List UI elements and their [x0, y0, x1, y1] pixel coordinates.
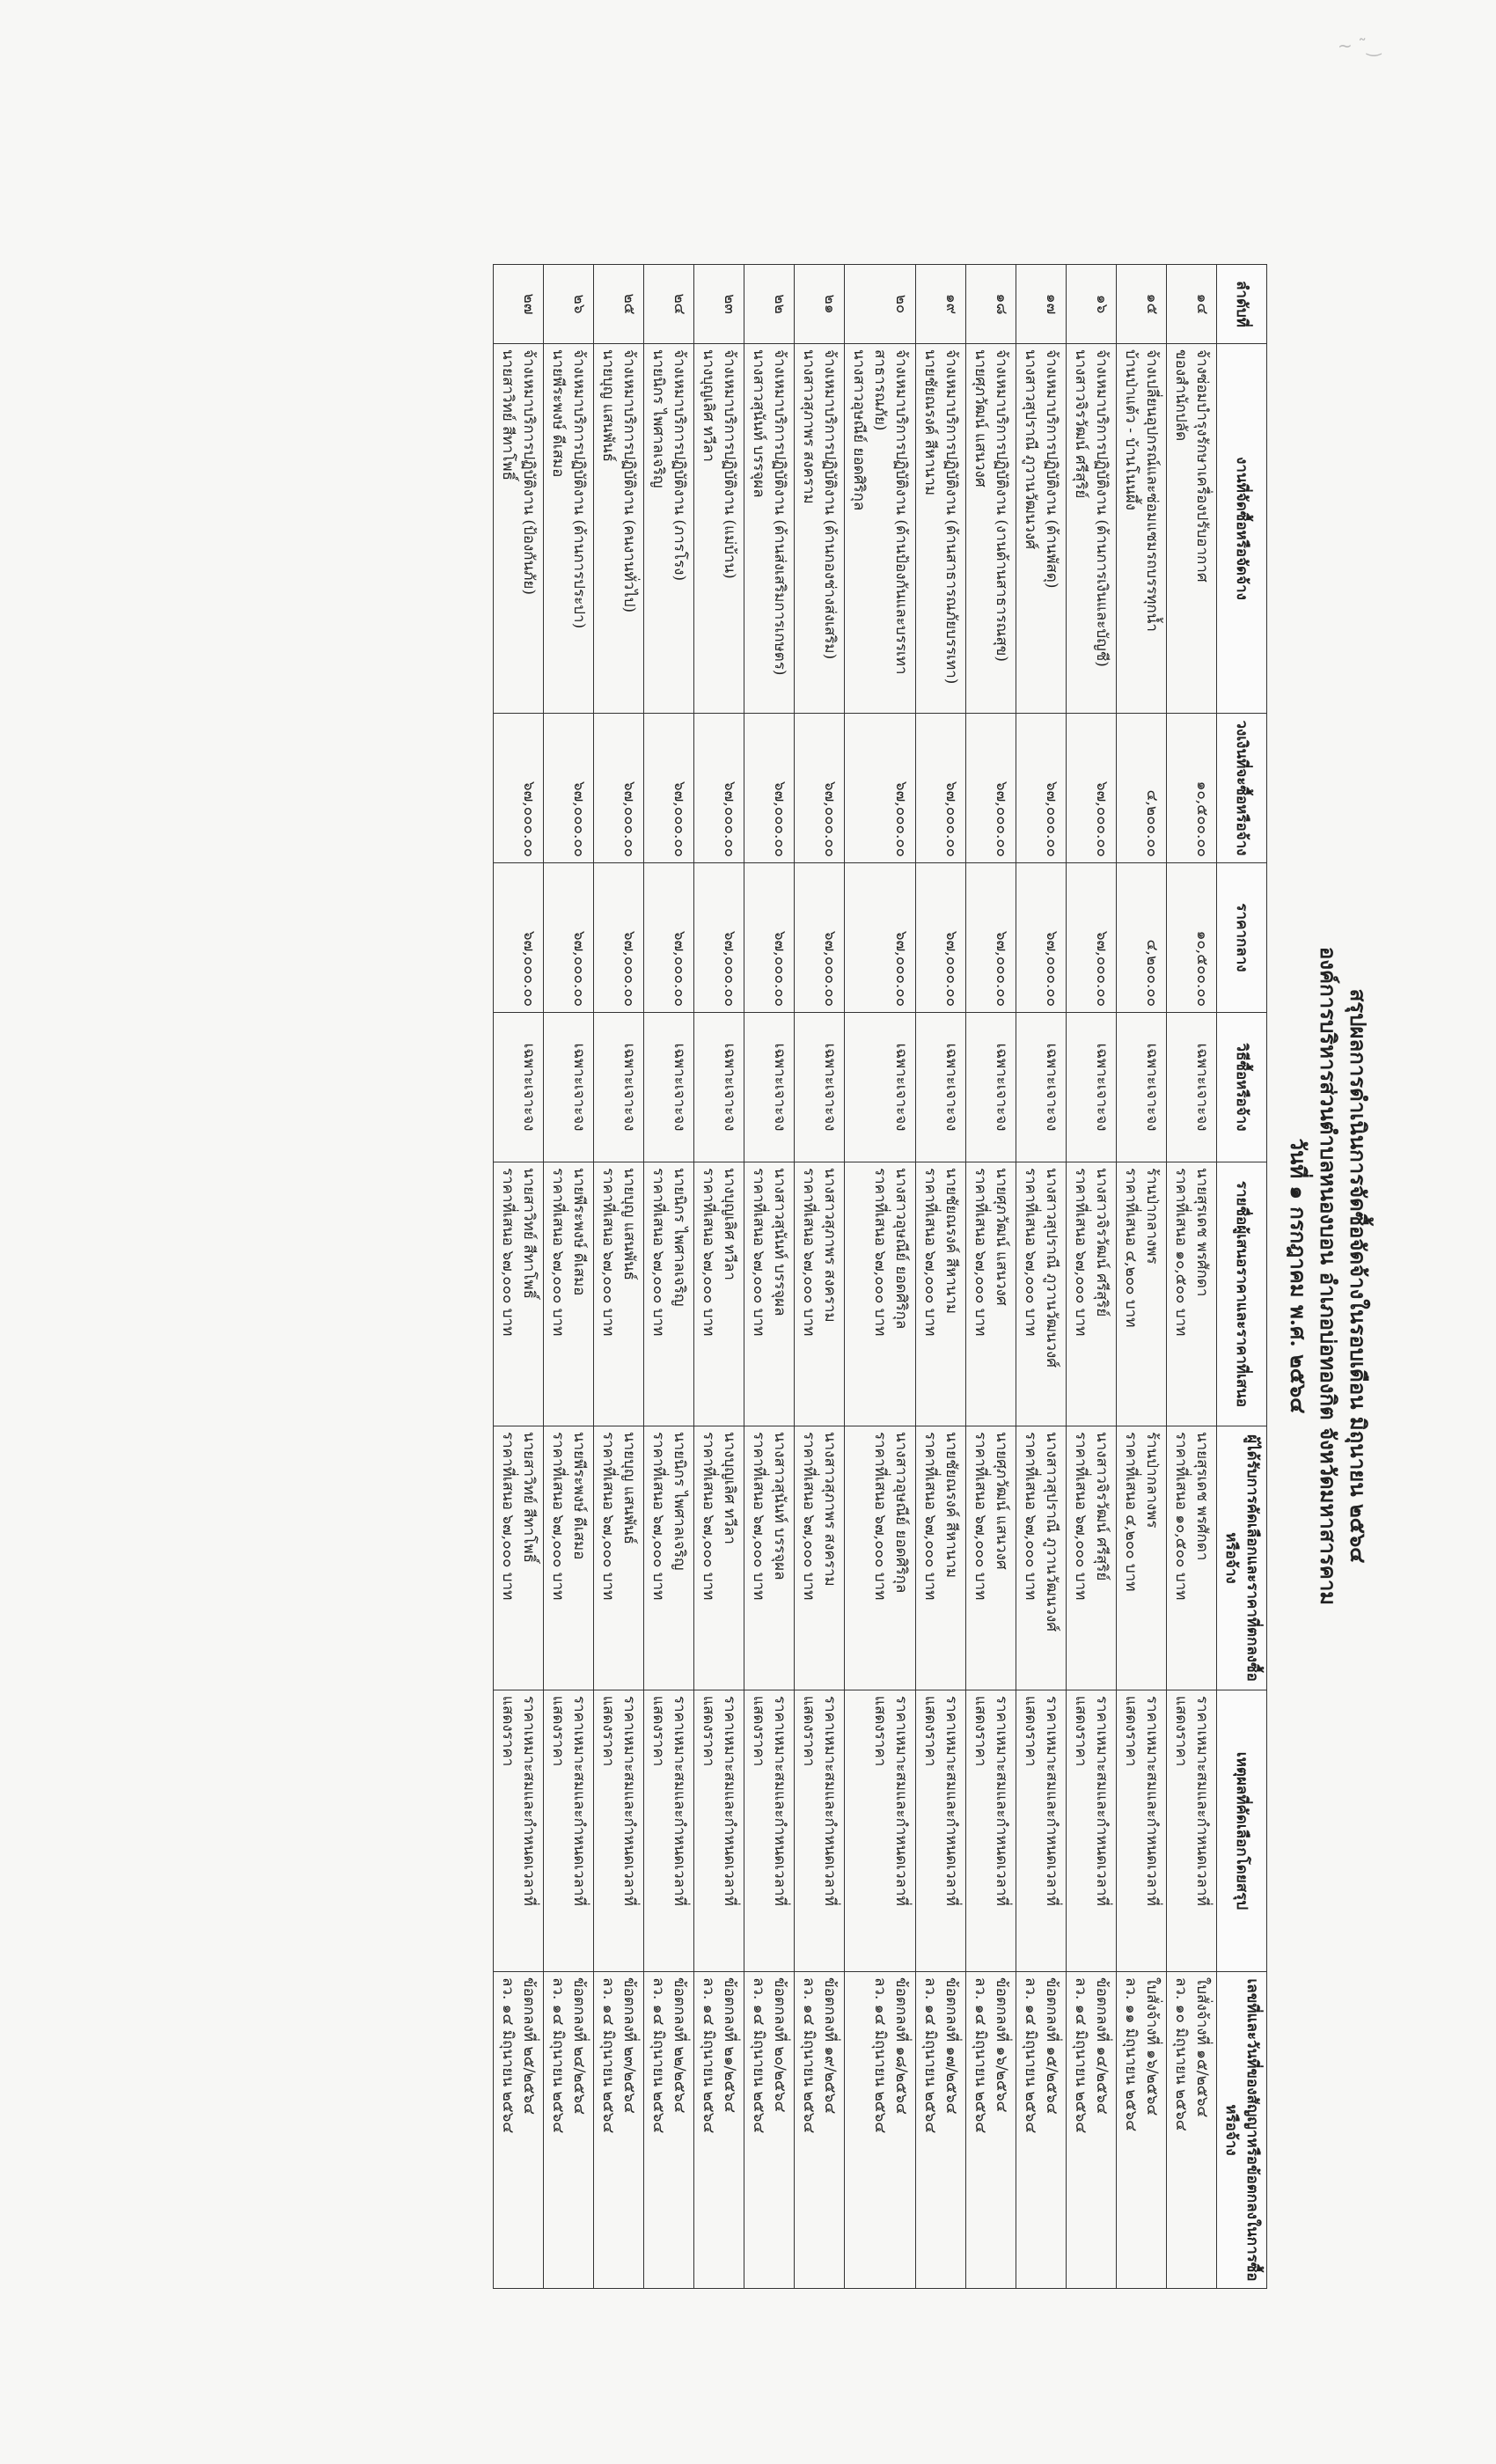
cell-no: ๑๗ [1016, 265, 1067, 344]
cell-median: ๖๗,๐๐๐.๐๐ [694, 863, 744, 1013]
cell-bidders-line: ราคาที่เสนอ ๖๗,๐๐๐ บาท [1022, 1168, 1039, 1337]
cell-item-line: นายศุภวัฒน์ แสนวงศ [972, 349, 989, 488]
cell-budget: ๑๐,๕๐๐.๐๐ [1167, 714, 1217, 863]
cell-median: ๖๗,๐๐๐.๐๐ [1067, 863, 1117, 1013]
cell-reason-line: แสดงราคา [599, 1696, 617, 1767]
cell-item-line: จ้างซ่อมบำรุงรักษาเครื่องปรับอากาศ [1193, 349, 1211, 583]
cell-bidders-line: ราคาที่เสนอ ๖๗,๐๐๐ บาท [1072, 1168, 1089, 1337]
cell-budget: ๔,๒๐๐.๐๐ [1117, 714, 1167, 863]
cell-contract [845, 1972, 916, 2289]
cell-winner [544, 1426, 594, 1690]
cell-item-line: จ้างเปลี่ยนอุปกรณ์และซ่อมแซมรถบรรทุกน้ำ [1143, 349, 1161, 632]
col-header-item: งานที่จัดซื้อหรือจัดจ้าง [1217, 344, 1267, 714]
cell-winner-line: ราคาที่เสนอ ๖๗,๐๐๐ บาท [972, 1432, 989, 1601]
cell-contract-line: ลว. ๑๔ มิถุนายน ๒๕๖๔ [972, 1977, 989, 2134]
cell-winner-line: ราคาที่เสนอ ๖๗,๐๐๐ บาท [549, 1432, 567, 1601]
cell-item-line: ของสำนักปลัด [1172, 349, 1190, 442]
heading-line-3: วันที่ ๑ กรกฎาคม พ.ศ. ๒๕๖๔ [1286, 1138, 1311, 1414]
cell-no: ๑๖ [1067, 265, 1117, 344]
cell-item-line: นางสาวสุนันท์ บรรจุผล [750, 349, 767, 498]
cell-reason [1067, 1690, 1117, 1972]
cell-bidders [966, 1162, 1016, 1426]
cell-bidders [644, 1162, 694, 1426]
cell-winner-line: นางสาวอุษณีย์ ยอดศิริกุล [892, 1432, 910, 1594]
cell-bidders-line: นายพีระพงษ์ ดีเสมอ [570, 1168, 588, 1296]
cell-reason-line: ราคาเหมาะสมและกำหนดเวลาที่ [821, 1696, 839, 1906]
cell-contract-line: ลว. ๑๔ มิถุนายน ๒๕๖๔ [549, 1977, 567, 2134]
cell-reason [795, 1690, 845, 1972]
col-header-budget: วงเงินที่จะซื้อหรือจ้าง [1217, 714, 1267, 863]
cell-winner [845, 1426, 916, 1690]
cell-bidders [594, 1162, 644, 1426]
cell-reason [744, 1690, 795, 1972]
table-row [845, 265, 916, 2289]
cell-reason-line: ราคาเหมาะสมและกำหนดเวลาที่ [892, 1696, 910, 1906]
cell-no: ๒๔ [644, 265, 694, 344]
cell-method: เฉพาะเจาะจง [1016, 1013, 1067, 1162]
cell-contract-line: ลว. ๑๔ มิถุนายน ๒๕๖๔ [921, 1977, 939, 2134]
cell-no: ๑๙ [916, 265, 966, 344]
col-header-method: วิธีซื้อหรือจ้าง [1217, 1013, 1267, 1162]
cell-bidders [494, 1162, 544, 1426]
cell-reason [916, 1690, 966, 1972]
cell-budget: ๖๗,๐๐๐.๐๐ [1067, 714, 1117, 863]
cell-contract-line: ลว. ๑๔ มิถุนายน ๒๕๖๔ [700, 1977, 717, 2134]
cell-item [1067, 344, 1117, 714]
cell-winner [494, 1426, 544, 1690]
cell-bidders [1067, 1162, 1117, 1426]
cell-bidders-line: ราคาที่เสนอ ๖๗,๐๐๐ บาท [921, 1168, 939, 1337]
cell-bidders [1117, 1162, 1167, 1426]
cell-median: ๖๗,๐๐๐.๐๐ [644, 863, 694, 1013]
cell-contract [1067, 1972, 1117, 2289]
cell-item-line: นายนิกร ไพศาลเจริญ [649, 349, 667, 488]
cell-reason-line: ราคาเหมาะสมและกำหนดเวลาที่ [942, 1696, 960, 1906]
cell-winner-line: นายบุญ แสนพันธ์ [620, 1432, 638, 1544]
cell-item-line: นางสาวจิรวัฒน์ ศรีสุริย์ [1072, 349, 1089, 499]
cell-contract-line: ข้อตกลงที่ ๑๙/๒๕๖๔ [821, 1977, 839, 2115]
cell-bidders-line: ราคาที่เสนอ ๔,๒๐๐ บาท [1122, 1168, 1140, 1328]
cell-bidders-line: นายบุญ แสนพันธ์ [620, 1168, 638, 1280]
cell-contract-line: ข้อตกลงที่ ๒๑/๒๕๖๔ [721, 1977, 738, 2113]
cell-reason-line: แสดงราคา [750, 1696, 767, 1767]
cell-reason [1016, 1690, 1067, 1972]
cell-item [594, 344, 644, 714]
cell-winner-line: ราคาที่เสนอ ๖๗,๐๐๐ บาท [499, 1432, 517, 1601]
cell-contract [1167, 1972, 1217, 2289]
cell-winner-line: นายพีระพงษ์ ดีเสมอ [570, 1432, 588, 1560]
cell-budget: ๖๗,๐๐๐.๐๐ [1016, 714, 1067, 863]
cell-bidders-line: ราคาที่เสนอ ๖๗,๐๐๐ บาท [972, 1168, 989, 1337]
cell-item-line: นางสาวสุปราณี ภูวานวัฒนวงศ์ [1022, 349, 1039, 550]
cell-winner [1167, 1426, 1217, 1690]
cell-no: ๒๗ [494, 265, 544, 344]
cell-contract-line: ข้อตกลงที่ ๑๔/๒๕๖๔ [1093, 1977, 1111, 2115]
cell-bidders-line: ราคาที่เสนอ ๑๐,๕๐๐ บาท [1172, 1168, 1190, 1337]
cell-median: ๖๗,๐๐๐.๐๐ [744, 863, 795, 1013]
cell-item [744, 344, 795, 714]
cell-contract-line: ข้อตกลงที่ ๒๔/๒๕๖๔ [570, 1977, 588, 2116]
cell-contract-line: ลว. ๑๔ มิถุนายน ๒๕๖๔ [599, 1977, 617, 2134]
cell-winner [744, 1426, 795, 1690]
cell-method: เฉพาะเจาะจง [1167, 1013, 1217, 1162]
cell-contract [744, 1972, 795, 2289]
cell-bidders-line: ราคาที่เสนอ ๖๗,๐๐๐ บาท [599, 1168, 617, 1337]
cell-bidders-line: นายสาวิทย์ สีทาโพธิ์ [520, 1168, 538, 1300]
cell-bidders-line: ราคาที่เสนอ ๖๗,๐๐๐ บาท [750, 1168, 767, 1337]
cell-item [795, 344, 845, 714]
cell-item-line: นางบุญเลิศ ทวีลา [700, 349, 717, 462]
cell-bidders-line: นายสุรเดช พรศักดา [1193, 1168, 1211, 1297]
cell-budget: ๖๗,๐๐๐.๐๐ [795, 714, 845, 863]
cell-reason-line: แสดงราคา [1172, 1696, 1190, 1767]
cell-budget: ๖๗,๐๐๐.๐๐ [694, 714, 744, 863]
cell-bidders-line: นางสาวสุภาพร สงคราม [821, 1168, 839, 1323]
cell-median: ๑๐,๕๐๐.๐๐ [1167, 863, 1217, 1013]
table-row [966, 265, 1016, 2289]
cell-bidders [694, 1162, 744, 1426]
cell-item-line: นายสาวิทย์ สีทาโพธิ์ [499, 349, 517, 481]
col-header-winner: ผู้ได้รับการคัดเลือกและราคาที่ตกลงซื้อหรือจ้าง [1217, 1426, 1267, 1690]
cell-budget: ๖๗,๐๐๐.๐๐ [644, 714, 694, 863]
cell-item [1117, 344, 1167, 714]
cell-item-line: จ้างเหมาบริการปฏิบัติงาน (ด้านการประปา) [570, 349, 588, 629]
cell-item [644, 344, 694, 714]
cell-contract-line: ลว. ๑๔ มิถุนายน ๒๕๖๔ [800, 1977, 818, 2134]
cell-winner-line: นางสาวสุภาพร สงคราม [821, 1432, 839, 1587]
cell-bidders-line: ราคาที่เสนอ ๖๗,๐๐๐ บาท [800, 1168, 818, 1337]
cell-reason-line: ราคาเหมาะสมและกำหนดเวลาที่ [771, 1696, 788, 1906]
table-row [1117, 265, 1167, 2289]
cell-median: ๖๗,๐๐๐.๐๐ [594, 863, 644, 1013]
cell-method: เฉพาะเจาะจง [795, 1013, 845, 1162]
cell-item-line: จ้างเหมาบริการปฏิบัติงาน (ด้านส่งเสริมการเกษตร) [771, 349, 788, 676]
cell-reason-line: ราคาเหมาะสมและกำหนดเวลาที่ [1043, 1696, 1060, 1906]
cell-reason [644, 1690, 694, 1972]
rotated-page [387, 264, 1373, 2288]
cell-contract [916, 1972, 966, 2289]
cell-item-line: จ้างเหมาบริการปฏิบัติงาน (ภารโรง) [671, 349, 688, 582]
cell-reason-line: แสดงราคา [1072, 1696, 1089, 1767]
col-header-reason: เหตุผลที่คัดเลือกโดยสรุป [1217, 1690, 1267, 1972]
cell-contract-line: ลว. ๑๐ มิถุนายน ๒๕๖๔ [1172, 1977, 1190, 2131]
cell-contract-line: ลว. ๑๔ มิถุนายน ๒๕๖๔ [1072, 1977, 1089, 2134]
cell-winner-line: ราคาที่เสนอ ๖๗,๐๐๐ บาท [871, 1432, 889, 1601]
cell-reason-line: แสดงราคา [700, 1696, 717, 1767]
cell-budget: ๖๗,๐๐๐.๐๐ [544, 714, 594, 863]
cell-contract-line: ลว. ๑๔ มิถุนายน ๒๕๖๔ [649, 1977, 667, 2134]
col-header-median: ราคากลาง [1217, 863, 1267, 1013]
cell-method: เฉพาะเจาะจง [1117, 1013, 1167, 1162]
cell-bidders-line: ราคาที่เสนอ ๖๗,๐๐๐ บาท [871, 1168, 889, 1337]
cell-reason [494, 1690, 544, 1972]
cell-winner-line: นางสาวจิรวัฒน์ ศรีสุริย์ [1093, 1432, 1111, 1581]
cell-item-line: จ้างเหมาบริการปฏิบัติงาน (ด้านพัสดุ) [1043, 349, 1060, 589]
cell-winner-line: นายนิกร ไพศาลเจริญ [671, 1432, 688, 1571]
cell-item [845, 344, 916, 714]
cell-contract-line: ข้อตกลงที่ ๑๗/๒๕๖๔ [942, 1977, 960, 2115]
cell-item-line: นายพีระพงษ์ ดีเสมอ [549, 349, 567, 478]
cell-no: ๒๓ [694, 265, 744, 344]
cell-winner-line: ราคาที่เสนอ ๖๗,๐๐๐ บาท [700, 1432, 717, 1601]
cell-winner-line: ราคาที่เสนอ ๑๐,๕๐๐ บาท [1172, 1432, 1190, 1601]
cell-winner-line: ราคาที่เสนอ ๖๗,๐๐๐ บาท [750, 1432, 767, 1601]
cell-bidders-line: นายนิกร ไพศาลเจริญ [671, 1168, 688, 1307]
cell-reason-line: แสดงราคา [649, 1696, 667, 1767]
cell-no: ๑๕ [1117, 265, 1167, 344]
cell-reason-line: ราคาเหมาะสมและกำหนดเวลาที่ [570, 1696, 588, 1906]
cell-contract [594, 1972, 644, 2289]
cell-winner-line: ราคาที่เสนอ ๔,๒๐๐ บาท [1122, 1432, 1140, 1592]
cell-bidders-line: นางสาวอุษณีย์ ยอดศิริกุล [892, 1168, 910, 1330]
cell-reason-line: แสดงราคา [549, 1696, 567, 1767]
cell-winner-line: นางสาวสุนันท์ บรรจุผล [771, 1432, 788, 1580]
cell-contract [694, 1972, 744, 2289]
cell-method: เฉพาะเจาะจง [916, 1013, 966, 1162]
cell-reason-line: ราคาเหมาะสมและกำหนดเวลาที่ [1093, 1696, 1111, 1906]
cell-reason-line: ราคาเหมาะสมและกำหนดเวลาที่ [1143, 1696, 1161, 1906]
cell-item-line: นางสาวสุภาพร สงคราม [800, 349, 818, 504]
cell-contract-line: ลว. ๑๔ มิถุนายน ๒๕๖๔ [871, 1977, 889, 2134]
cell-budget: ๖๗,๐๐๐.๐๐ [594, 714, 644, 863]
cell-winner [1016, 1426, 1067, 1690]
cell-item-line: จ้างเหมาบริการปฏิบัติงาน (ด้านสาธารณภัยบรรเทา) [942, 349, 960, 685]
table-row [644, 265, 694, 2289]
cell-winner [916, 1426, 966, 1690]
cell-contract-line: ลว. ๑๑ มิถุนายน ๒๕๖๔ [1122, 1977, 1140, 2132]
cell-method: เฉพาะเจาะจง [744, 1013, 795, 1162]
cell-method: เฉพาะเจาะจง [845, 1013, 916, 1162]
cell-winner-line: นายสุรเดช พรศักดา [1193, 1432, 1211, 1561]
cell-median: ๖๗,๐๐๐.๐๐ [795, 863, 845, 1013]
cell-winner-line: นายสาวิทย์ สีทาโพธิ์ [520, 1432, 538, 1564]
heading-line-1: สรุปผลการดำเนินการจัดซื้อจัดจ้างในรอบเดือน มิถุนายน ๒๕๖๔ [1346, 988, 1371, 1564]
cell-item-line: จ้างเหมาบริการปฏิบัติงาน (ป้องกันภัย) [520, 349, 538, 596]
cell-winner-line: ราคาที่เสนอ ๖๗,๐๐๐ บาท [649, 1432, 667, 1601]
cell-contract [1117, 1972, 1167, 2289]
cell-winner-line: นายชัยณรงค์ สีหานาม [942, 1432, 960, 1579]
cell-item-line: จ้างเหมาบริการปฏิบัติงาน (ด้านกองช่างส่งเสริม) [821, 349, 839, 660]
cell-item-line: นางสาวอุษณีย์ ยอดศิริกุล [850, 349, 868, 511]
col-header-bidders: รายชื่อผู้เสนอราคาและราคาที่เสนอ [1217, 1162, 1267, 1426]
table-header-row [1217, 265, 1267, 2289]
cell-bidders-line: นางสาวสุปราณี ภูวานวัฒนวงศ์ [1043, 1168, 1060, 1368]
cell-reason [845, 1690, 916, 1972]
cell-bidders [916, 1162, 966, 1426]
cell-reason-line: แสดงราคา [972, 1696, 989, 1767]
cell-item [494, 344, 544, 714]
cell-winner-line: ราคาที่เสนอ ๖๗,๐๐๐ บาท [599, 1432, 617, 1601]
cell-item [966, 344, 1016, 714]
cell-contract-line: ลว. ๑๔ มิถุนายน ๒๕๖๔ [1022, 1977, 1039, 2134]
cell-contract [544, 1972, 594, 2289]
cell-reason-line: ราคาเหมาะสมและกำหนดเวลาที่ [721, 1696, 738, 1906]
cell-contract-line: ข้อตกลงที่ ๒๒/๒๕๖๔ [671, 1977, 688, 2114]
cell-bidders-line: ราคาที่เสนอ ๖๗,๐๐๐ บาท [549, 1168, 567, 1337]
cell-contract [494, 1972, 544, 2289]
document-heading [1283, 264, 1373, 2288]
cell-item [694, 344, 744, 714]
col-header-no: ลำดับที่ [1217, 265, 1267, 344]
procurement-table [493, 264, 1267, 2289]
cell-reason-line: แสดงราคา [1122, 1696, 1140, 1767]
cell-no: ๒๐ [845, 265, 916, 344]
cell-contract [644, 1972, 694, 2289]
table-row [1167, 265, 1217, 2289]
cell-method: เฉพาะเจาะจง [1067, 1013, 1117, 1162]
cell-bidders-line: ร้านป่ากลางพร [1143, 1168, 1161, 1265]
cell-contract [795, 1972, 845, 2289]
cell-contract-line: ข้อตกลงที่ ๒๐/๒๕๖๔ [771, 1977, 788, 2113]
table-row [795, 265, 845, 2289]
cell-no: ๑๔ [1167, 265, 1217, 344]
heading-line-2: องค์การบริหารส่วนตำบลหนองบอน อำเภอบ่อทองกิต จังหวัดมหาสารคาม [1316, 946, 1341, 1606]
cell-bidders-line: นายศุภวัฒน์ แสนวงศ [993, 1168, 1010, 1306]
cell-reason-line: แสดงราคา [871, 1696, 889, 1767]
cell-reason [544, 1690, 594, 1972]
cell-winner-line: ราคาที่เสนอ ๖๗,๐๐๐ บาท [921, 1432, 939, 1601]
cell-item-line: นายชัยณรงค์ สีหานาม [921, 349, 939, 496]
cell-reason [1167, 1690, 1217, 1972]
cell-budget: ๖๗,๐๐๐.๐๐ [494, 714, 544, 863]
cell-winner-line: ราคาที่เสนอ ๖๗,๐๐๐ บาท [1022, 1432, 1039, 1601]
cell-item-line: จ้างเหมาบริการปฏิบัติงาน (คนงานทั่วไป) [620, 349, 638, 613]
cell-contract-line: ข้อตกลงที่ ๒๕/๒๕๖๔ [520, 1977, 538, 2116]
cell-item-line: จ้างเหมาบริการปฏิบัติงาน (แม่บ้าน) [721, 349, 738, 579]
cell-budget: ๖๗,๐๐๐.๐๐ [845, 714, 916, 863]
cell-reason-line: ราคาเหมาะสมและกำหนดเวลาที่ [620, 1696, 638, 1906]
cell-contract-line: ข้อตกลงที่ ๑๖/๒๕๖๔ [993, 1977, 1010, 2113]
cell-reason-line: ราคาเหมาะสมและกำหนดเวลาที่ [520, 1696, 538, 1906]
cell-winner-line: นางบุญเลิศ ทวีลา [721, 1432, 738, 1544]
cell-bidders-line: ราคาที่เสนอ ๖๗,๐๐๐ บาท [499, 1168, 517, 1337]
table-row [744, 265, 795, 2289]
cell-contract [966, 1972, 1016, 2289]
cell-median: ๖๗,๐๐๐.๐๐ [1016, 863, 1067, 1013]
cell-item-line: บ้านป่าแต้ว - บ้านโนนผึ้ง [1122, 349, 1140, 510]
scan-artifact: ~ ˜‿ [1338, 35, 1382, 56]
cell-method: เฉพาะเจาะจง [594, 1013, 644, 1162]
cell-reason-line: แสดงราคา [921, 1696, 939, 1767]
cell-item [1016, 344, 1067, 714]
cell-reason-line: ราคาเหมาะสมและกำหนดเวลาที่ [993, 1696, 1010, 1906]
cell-item-line: จ้างเหมาบริการปฏิบัติงาน (ด้านป้องกันและบรรเทาสาธารณภัย) [871, 349, 910, 675]
cell-bidders [795, 1162, 845, 1426]
table-body [494, 265, 1217, 2289]
cell-item [1167, 344, 1217, 714]
cell-contract-line: ลว. ๑๔ มิถุนายน ๒๕๖๔ [499, 1977, 517, 2134]
table-row [916, 265, 966, 2289]
cell-bidders [544, 1162, 594, 1426]
cell-no: ๒๖ [544, 265, 594, 344]
cell-reason [694, 1690, 744, 1972]
table-row [1067, 265, 1117, 2289]
cell-contract-line: ข้อตกลงที่ ๑๕/๒๕๖๔ [1043, 1977, 1060, 2115]
cell-winner-line: ราคาที่เสนอ ๖๗,๐๐๐ บาท [800, 1432, 818, 1601]
cell-median: ๖๗,๐๐๐.๐๐ [845, 863, 916, 1013]
cell-method: เฉพาะเจาะจง [966, 1013, 1016, 1162]
table-row [594, 265, 644, 2289]
cell-bidders [1016, 1162, 1067, 1426]
cell-reason-line: ราคาเหมาะสมและกำหนดเวลาที่ [671, 1696, 688, 1906]
cell-winner-line: ร้านป่ากลางพร [1143, 1432, 1161, 1529]
table-row [494, 265, 544, 2289]
cell-median: ๖๗,๐๐๐.๐๐ [916, 863, 966, 1013]
cell-median: ๖๗,๐๐๐.๐๐ [494, 863, 544, 1013]
cell-method: เฉพาะเจาะจง [644, 1013, 694, 1162]
cell-bidders [845, 1162, 916, 1426]
cell-method: เฉพาะเจาะจง [494, 1013, 544, 1162]
cell-bidders-line: ราคาที่เสนอ ๖๗,๐๐๐ บาท [649, 1168, 667, 1337]
cell-reason-line: แสดงราคา [1022, 1696, 1039, 1767]
cell-bidders-line: นายชัยณรงค์ สีหานาม [942, 1168, 960, 1315]
cell-winner [1067, 1426, 1117, 1690]
cell-bidders-line: นางสาวจิรวัฒน์ ศรีสุริย์ [1093, 1168, 1111, 1317]
cell-reason [594, 1690, 644, 1972]
cell-winner [644, 1426, 694, 1690]
cell-bidders [744, 1162, 795, 1426]
cell-winner-line: นางสาวสุปราณี ภูวานวัฒนวงศ์ [1043, 1432, 1060, 1632]
cell-bidders-line: นางสาวสุนันท์ บรรจุผล [771, 1168, 788, 1316]
cell-winner-line: นายศุภวัฒน์ แสนวงศ [993, 1432, 1010, 1570]
table-row [544, 265, 594, 2289]
cell-reason [1117, 1690, 1167, 1972]
cell-no: ๑๘ [966, 265, 1016, 344]
cell-budget: ๖๗,๐๐๐.๐๐ [744, 714, 795, 863]
cell-method: เฉพาะเจาะจง [544, 1013, 594, 1162]
cell-winner [966, 1426, 1016, 1690]
cell-median: ๖๗,๐๐๐.๐๐ [966, 863, 1016, 1013]
table-row [1016, 265, 1067, 2289]
cell-no: ๒๑ [795, 265, 845, 344]
cell-contract-line: ใบสั่งจ้างที่ ๑๖/๒๕๖๔ [1143, 1977, 1161, 2116]
cell-item [544, 344, 594, 714]
cell-reason [966, 1690, 1016, 1972]
cell-winner [795, 1426, 845, 1690]
table-row [694, 265, 744, 2289]
cell-budget: ๖๗,๐๐๐.๐๐ [916, 714, 966, 863]
cell-reason-line: แสดงราคา [800, 1696, 818, 1767]
cell-item-line: จ้างเหมาบริการปฏิบัติงาน (ด้านการเงินและบัญชี) [1093, 349, 1111, 667]
cell-no: ๒๒ [744, 265, 795, 344]
cell-no: ๒๕ [594, 265, 644, 344]
cell-item-line: นายบุญ แสนพันธ์ [599, 349, 617, 462]
cell-contract-line: ใบสั่งจ้างที่ ๑๕/๒๕๖๔ [1193, 1977, 1211, 2118]
cell-reason-line: แสดงราคา [499, 1696, 517, 1767]
col-header-contract: เลขที่และวันที่ของสัญญาหรือข้อตกลงในการซื้อหรือจ้าง [1217, 1972, 1267, 2289]
cell-winner [694, 1426, 744, 1690]
cell-bidders [1167, 1162, 1217, 1426]
cell-winner [1117, 1426, 1167, 1690]
cell-median: ๔,๒๐๐.๐๐ [1117, 863, 1167, 1013]
cell-budget: ๖๗,๐๐๐.๐๐ [966, 714, 1016, 863]
cell-winner [594, 1426, 644, 1690]
cell-bidders-line: นางบุญเลิศ ทวีลา [721, 1168, 738, 1280]
cell-method: เฉพาะเจาะจง [694, 1013, 744, 1162]
cell-item-line: จ้างเหมาบริการปฏิบัติงาน (งานด้านสาธารณสุข) [993, 349, 1010, 663]
cell-contract-line: ลว. ๑๔ มิถุนายน ๒๕๖๔ [750, 1977, 767, 2134]
cell-contract [1016, 1972, 1067, 2289]
cell-reason-line: ราคาเหมาะสมและกำหนดเวลาที่ [1193, 1696, 1211, 1906]
cell-item [916, 344, 966, 714]
cell-median: ๖๗,๐๐๐.๐๐ [544, 863, 594, 1013]
cell-bidders-line: ราคาที่เสนอ ๖๗,๐๐๐ บาท [700, 1168, 717, 1337]
cell-contract-line: ข้อตกลงที่ ๑๘/๒๕๖๔ [892, 1977, 910, 2115]
cell-contract-line: ข้อตกลงที่ ๒๓/๒๕๖๔ [620, 1977, 638, 2114]
cell-winner-line: ราคาที่เสนอ ๖๗,๐๐๐ บาท [1072, 1432, 1089, 1601]
